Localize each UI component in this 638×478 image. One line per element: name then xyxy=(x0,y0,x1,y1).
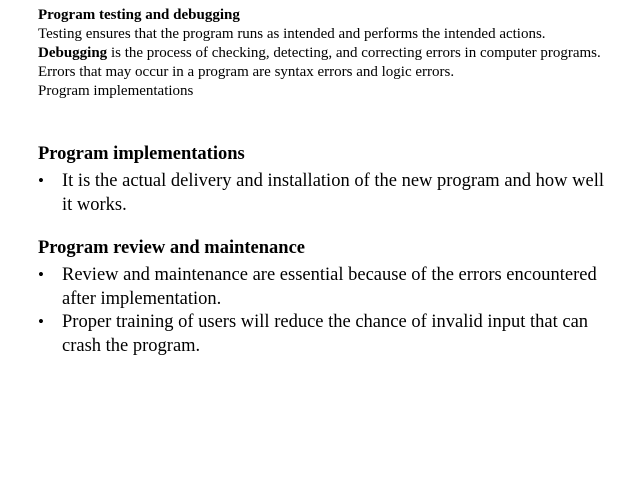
bullet-icon: • xyxy=(38,171,44,190)
bullet-item xyxy=(38,263,608,311)
debugging-term: Debugging xyxy=(38,45,108,61)
summary-heading: Program testing and debugging xyxy=(38,7,240,23)
implementations-note: Program implementations xyxy=(38,83,194,99)
section-heading-review: Program review and maintenance xyxy=(38,238,306,258)
bullet-text: Proper training of users will reduce the chance of invalid input that can crash the program. xyxy=(62,312,589,356)
section-heading-implementations: Program implementations xyxy=(38,144,245,164)
errors-note: Errors that may occur in a program are syntax errors and logic errors. xyxy=(38,64,455,80)
bullet-icon: • xyxy=(38,265,44,284)
bullet-icon: • xyxy=(38,312,44,331)
debugging-definition xyxy=(38,44,628,63)
bullet-item xyxy=(38,169,608,217)
summary-block xyxy=(38,6,628,101)
bullet-text: Review and maintenance are essential because of the errors encountered after implementation. xyxy=(62,265,597,309)
bullet-text: It is the actual delivery and installation of the new program and how well it works. xyxy=(62,171,604,215)
bullet-item xyxy=(38,310,608,358)
testing-definition: Testing ensures that the program runs as intended and performs the intended actions. xyxy=(38,26,546,42)
debugging-text: is the process of checking, detecting, and correcting errors in computer programs. xyxy=(107,45,601,61)
